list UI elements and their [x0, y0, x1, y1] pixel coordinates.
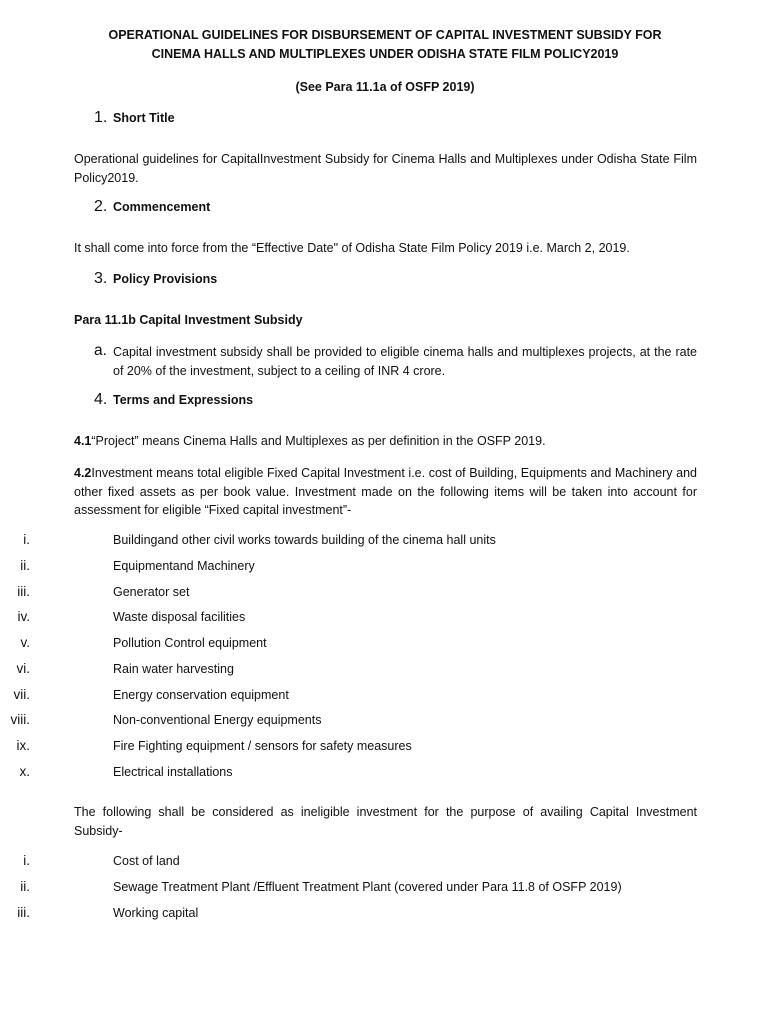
list-item-text: Non-conventional Energy equipments: [113, 713, 322, 727]
section-number: 1.: [94, 109, 108, 126]
list-item-text: Energy conservation equipment: [113, 688, 289, 702]
list-item-number: x.: [19, 764, 30, 779]
list-item-number: viii.: [10, 712, 30, 727]
para-heading: Para 11.1b Capital Investment Subsidy: [74, 313, 303, 327]
clause-text: “Project” means Cinema Halls and Multiplexes as per definition in the OSFP 2019.: [91, 434, 546, 448]
list-item-text: Electrical installations: [113, 765, 233, 779]
section-title: Short Title: [113, 111, 175, 125]
short-title-paragraph: Operational guidelines for CapitalInvestment Subsidy for Cinema Halls and Multiplexes under Odisha State Film Policy2019.: [74, 152, 697, 185]
provision-item-text: Capital investment subsidy shall be provided to eligible cinema halls and multiplexes projects, at the rate of 20% of the investment, subject to a ceiling of INR 4 crore.: [113, 345, 697, 378]
list-item-text: Waste disposal facilities: [113, 610, 246, 624]
title-line-2: CINEMA HALLS AND MULTIPLEXES UNDER ODISHA STATE FILM POLICY2019: [151, 47, 619, 61]
section-heading-short-title: [94, 109, 175, 127]
clause-4-2: [74, 464, 697, 520]
list-item-text: Equipmentand Machinery: [113, 559, 255, 573]
section-number: 3.: [94, 270, 108, 287]
provision-item-a: [94, 343, 697, 380]
list-item-text: Generator set: [113, 585, 190, 599]
list-item-number: iv.: [17, 609, 30, 624]
ineligible-intro-paragraph: The following shall be considered as ineligible investment for the purpose of availing Capital Investment Subsidy-: [74, 805, 697, 838]
list-item-text: Fire Fighting equipment / sensors for safety measures: [113, 739, 412, 753]
list-item-number: v.: [20, 635, 30, 650]
document-title: [60, 26, 710, 64]
list-item-text: Buildingand other civil works towards building of the cinema hall units: [113, 533, 496, 547]
list-item-text: Rain water harvesting: [113, 662, 234, 676]
list-item-text: Sewage Treatment Plant /Effluent Treatment Plant (covered under Para 11.8 of OSFP 2019): [113, 880, 622, 894]
clause-number: 4.2: [74, 466, 92, 480]
list-item-text: Cost of land: [113, 854, 180, 868]
list-item-number: i.: [23, 532, 30, 547]
list-item-number: iii.: [17, 584, 30, 599]
list-item-number: ii.: [20, 879, 30, 894]
document-subtitle: (See Para 11.1a of OSFP 2019): [295, 80, 475, 94]
list-item-number: i.: [23, 853, 30, 868]
list-item-number: ix.: [16, 738, 30, 753]
list-item-text: Working capital: [113, 906, 199, 920]
title-line-1: OPERATIONAL GUIDELINES FOR DISBURSEMENT OF CAPITAL INVESTMENT SUBSIDY FOR: [108, 28, 662, 42]
clause-number: 4.1: [74, 434, 92, 448]
section-number: 2.: [94, 198, 108, 215]
section-number: 4.: [94, 391, 108, 408]
section-heading-policy-provisions: [94, 270, 217, 288]
section-heading-commencement: [94, 198, 210, 216]
section-title: Policy Provisions: [113, 272, 218, 286]
section-title: Commencement: [113, 200, 211, 214]
list-item-text: Pollution Control equipment: [113, 636, 267, 650]
section-heading-terms-and-expressions: [94, 391, 253, 409]
list-item-number: vi.: [16, 661, 30, 676]
provision-item-number: a.: [94, 342, 107, 359]
clause-4-1: [74, 432, 697, 451]
list-item-number: vii.: [13, 687, 30, 702]
list-item-number: iii.: [17, 905, 30, 920]
section-title: Terms and Expressions: [113, 393, 254, 407]
commencement-paragraph: It shall come into force from the “Effective Date" of Odisha State Film Policy 2019 i.e. March 2, 2019.: [74, 241, 630, 255]
clause-text: Investment means total eligible Fixed Capital Investment i.e. cost of Building, Equipments and Machinery and other fixed assets as per book value. Investment made on the following items will be taken into account for assessment for eligible “Fixed capital investment”-: [74, 466, 697, 517]
list-item-number: ii.: [20, 558, 30, 573]
